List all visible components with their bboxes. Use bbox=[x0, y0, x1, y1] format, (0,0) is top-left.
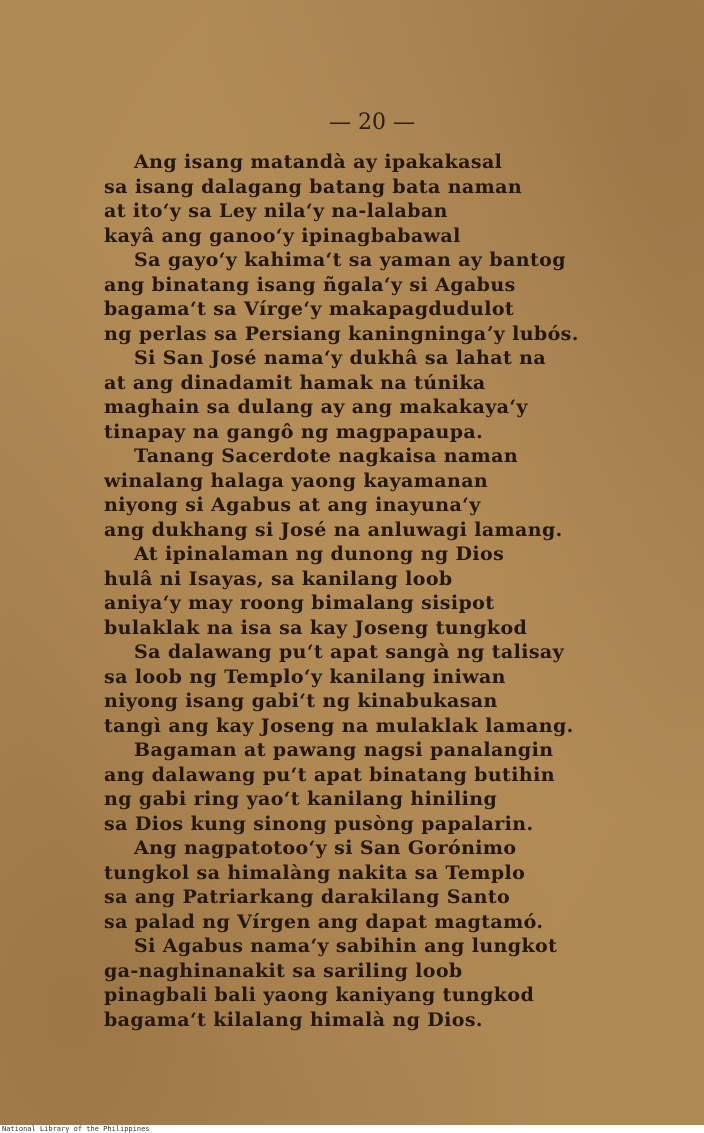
poem-line: sa palad ng Vírgen ang dapat magtamó. bbox=[104, 910, 544, 933]
stanza-1 bbox=[104, 150, 584, 248]
poem-line: bagama‘t kilalang himalà ng Dios. bbox=[104, 1008, 483, 1031]
poem-line: Bagaman at pawang nagsi panalangin bbox=[134, 739, 554, 761]
poem-line: winalang halaga yaong kayamanan bbox=[104, 469, 489, 492]
stanza-3 bbox=[104, 346, 584, 444]
poem-line: Tanang Sacerdote nagkaisa naman bbox=[134, 445, 519, 467]
library-credit: National Library of the Philippines bbox=[0, 1125, 704, 1133]
poem-line: niyong isang gabi‘t ng kinabukasan bbox=[104, 690, 498, 712]
poem-line: bagama‘t sa Vírge‘y makapagdudulot bbox=[104, 298, 515, 320]
stanza-8 bbox=[104, 836, 584, 934]
poem-line: maghain sa dulang ay ang makakaya‘y bbox=[104, 396, 528, 418]
poem-line: ang dalawang pu‘t apat binatang butihin bbox=[104, 763, 555, 786]
stanza-4 bbox=[104, 444, 584, 542]
poem-line: aniya‘y may roong bimalang sisipot bbox=[104, 592, 495, 614]
poem-line: tungkol sa himalàng nakita sa Templo bbox=[104, 861, 526, 884]
stanza-7 bbox=[104, 738, 584, 836]
page-number: — 20 — bbox=[329, 110, 415, 135]
poem-line: Ang isang matandà ay ipakakasal bbox=[134, 151, 503, 173]
poem-line: kayâ ang ganoo‘y ipinagbabawal bbox=[104, 224, 461, 247]
poem-line: tinapay na gangô ng magpapaupa. bbox=[104, 420, 484, 443]
stanza-2 bbox=[104, 248, 584, 346]
poem-line: niyong si Agabus at ang inayuna‘y bbox=[104, 494, 481, 516]
poem-line: hulâ ni Isayas, sa kanilang loob bbox=[104, 567, 453, 590]
poem-line: Sa dalawang pu‘t apat sangà ng talisay bbox=[134, 641, 565, 663]
poem bbox=[104, 150, 584, 1032]
poem-line: ang dukhang si José na anluwagi lamang. bbox=[104, 518, 563, 541]
poem-line: tangì ang kay Joseng na mulaklak lamang. bbox=[104, 714, 574, 737]
poem-line: At ipinalaman ng dunong ng Dios bbox=[134, 543, 505, 565]
poem-line: Ang nagpatotoo‘y si San Gorónimo bbox=[134, 837, 517, 859]
poem-line: bulaklak na isa sa kay Joseng tungkod bbox=[104, 616, 528, 639]
poem-line: sa loob ng Templo‘y kanilang iniwan bbox=[104, 665, 506, 688]
stanza-6 bbox=[104, 640, 584, 738]
poem-line: ga-naghinanakit sa sariling loob bbox=[104, 959, 463, 982]
poem-line: at ang dinadamit hamak na túnika bbox=[104, 371, 486, 394]
poem-line: ng perlas sa Persiang kaningningaʼy lubós. bbox=[104, 322, 579, 345]
poem-line: Sa gayo‘y kahima‘t sa yaman ay bantog bbox=[134, 249, 566, 271]
poem-line: ang binatang isang ñgala‘y si Agabus bbox=[104, 273, 516, 296]
poem-line: pinagbali bali yaong kaniyang tungkod bbox=[104, 984, 535, 1006]
poem-line: sa isang dalagang batang bata naman bbox=[104, 175, 523, 198]
poem-line: Si Agabus nama‘y sabihin ang lungkot bbox=[134, 935, 558, 957]
poem-line: sa Dios kung sinong pusòng papalarin. bbox=[104, 812, 534, 835]
poem-line: Si San José nama‘y dukhâ sa lahat na bbox=[134, 347, 547, 369]
stanza-5 bbox=[104, 542, 584, 640]
poem-line: ng gabi ring yao‘t kanilang hiniling bbox=[104, 788, 498, 810]
poem-line: sa ang Patriarkang darakilang Santo bbox=[104, 886, 511, 908]
stanza-9 bbox=[104, 934, 584, 1032]
poem-line: at ito‘y sa Ley nila‘y na-lalaban bbox=[104, 200, 448, 222]
